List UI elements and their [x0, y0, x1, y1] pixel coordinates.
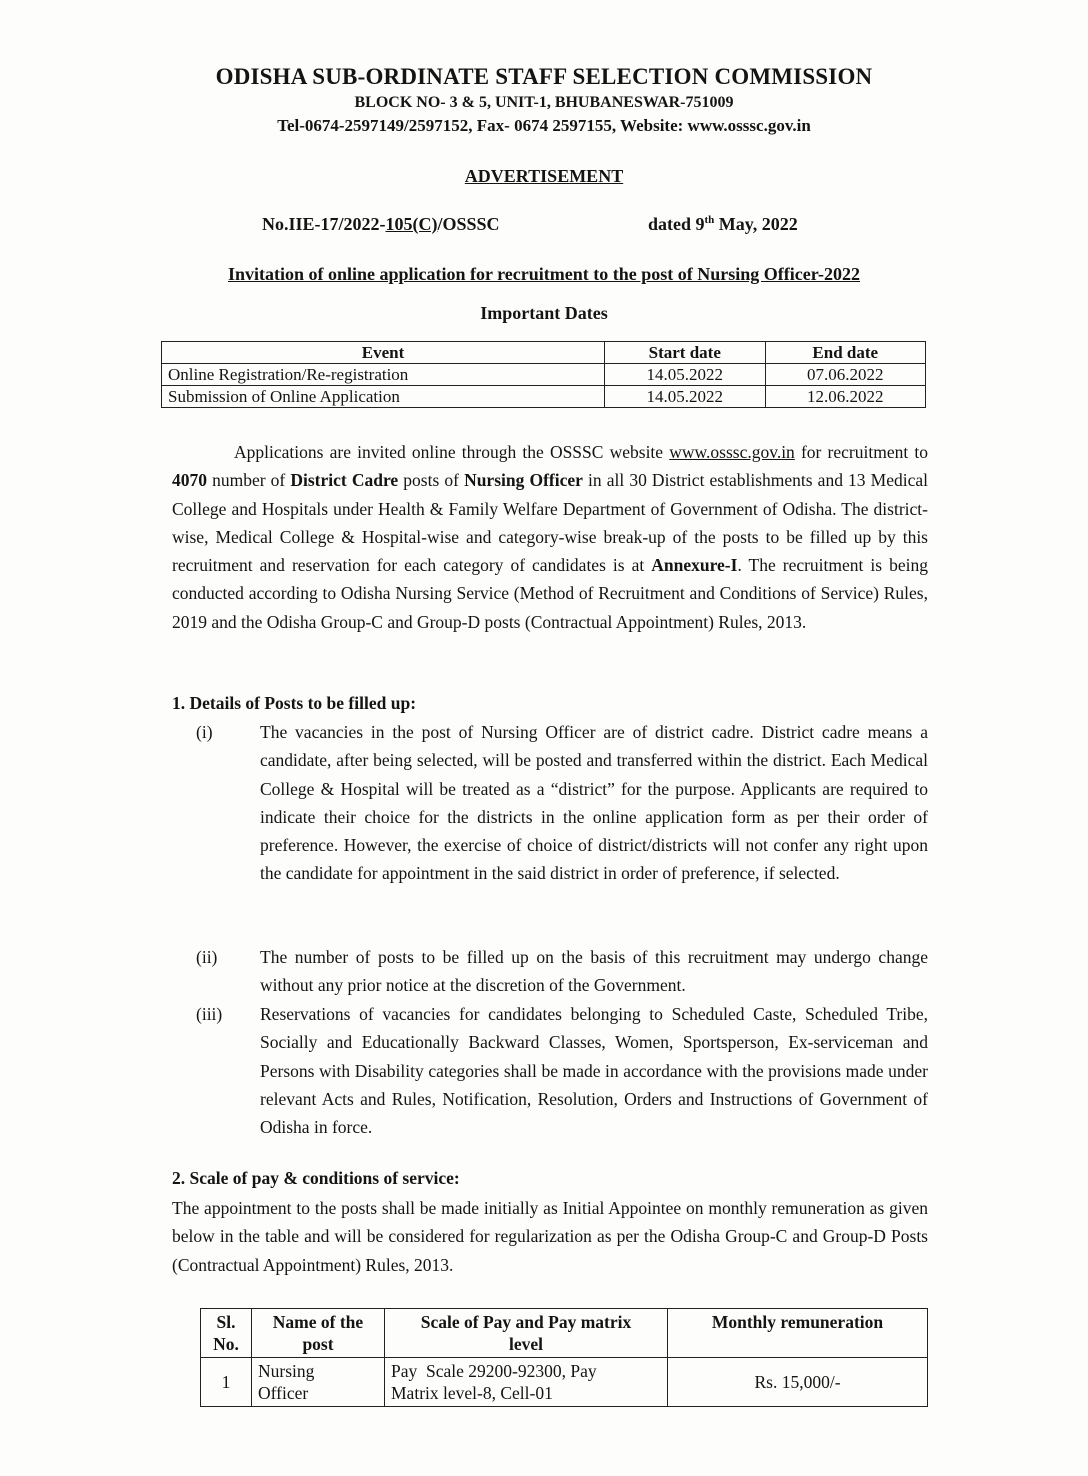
header-line: Sl.	[216, 1312, 236, 1332]
list-item-number: (ii)	[196, 947, 218, 967]
date-ordinal: th	[704, 214, 715, 226]
intro-text: in all 30 District establishments and 13 Medical College and Hospitals under Health & Family Welfare Department of Government of Odisha. The district-wise, Medical College & Hospital-wise and category-wise break-up of the posts to be filled up by this recruitment and reservation for each category of candidates is at	[172, 470, 928, 576]
post-count: 4070	[172, 470, 207, 491]
event-cell: Submission of Online Application	[162, 386, 605, 408]
intro-text: number of	[207, 470, 291, 491]
organization-name: ODISHA SUB-ORDINATE STAFF SELECTION COMMISSION	[215, 64, 873, 89]
scale-cell	[385, 1358, 668, 1407]
table-header-row	[201, 1309, 928, 1358]
column-header-post	[252, 1309, 385, 1358]
pay-scale-table	[200, 1308, 928, 1407]
header-line: No.	[213, 1334, 239, 1354]
reference-prefix: No.IIE-17/2022-	[262, 214, 386, 234]
intro-text: . The recruitment is being conducted according to Odisha Nursing Service (Method of Recruitment and Conditions of Service) Rules, 2019 and the Odisha Group-C and Group-D posts (Contractual Appointment) Rules, 2013.	[172, 555, 928, 632]
table-row	[201, 1358, 928, 1407]
list-item-text: The vacancies in the post of Nursing Officer are of district cadre. District cadre means a candidate, after being selected, will be posted and transferred within the district. Each Medical College & Hospital will be treated as a “district” for the purpose. Applicants are required to indicate their choice for the districts in the online application form as per their order of preference. However, the exercise of choice of district/districts will not confer any right upon the candidate for appointment in the said district in order of preference, if selected.	[260, 722, 928, 884]
section-1-heading: 1. Details of Posts to be filled up:	[172, 693, 417, 713]
table-row	[162, 386, 926, 408]
post-cell	[252, 1358, 385, 1407]
important-dates-table	[161, 341, 926, 408]
header-line: post	[302, 1334, 334, 1354]
table-row	[162, 364, 926, 386]
important-dates-heading: Important Dates	[480, 303, 608, 323]
monthly-cell: Rs. 15,000/-	[668, 1358, 928, 1407]
start-date-cell: 14.05.2022	[605, 364, 766, 386]
column-header-sl	[201, 1309, 252, 1358]
invitation-heading: Invitation of online application for recruitment to the post of Nursing Officer-2022	[227, 264, 861, 284]
organization-address: BLOCK NO- 3 & 5, UNIT-1, BHUBANESWAR-751009	[354, 94, 734, 111]
intro-paragraph	[172, 438, 928, 636]
list-item-text: Reservations of vacancies for candidates belonging to Scheduled Caste, Scheduled Tribe, Socially and Educationally Backward Classes, Women, Sportsperson, Ex-serviceman and Persons with Disability categories shall be made in accordance with the provisions made under relevant Acts and Rules, Notification, Resolution, Orders and Instructions of Government of Odisha in force.	[260, 1004, 928, 1138]
header-line: level	[508, 1334, 543, 1354]
date-prefix: dated 9	[648, 214, 705, 234]
column-header: End date	[765, 342, 926, 364]
column-header-monthly: Monthly remuneration	[668, 1309, 928, 1358]
intro-text: posts of	[398, 470, 465, 491]
intro-text: for recruitment to	[794, 442, 928, 462]
post-name: Nursing Officer	[464, 470, 583, 491]
column-header: Start date	[605, 342, 766, 364]
list-item-number: (i)	[196, 722, 213, 742]
annexure-reference: Annexure-I	[651, 555, 738, 576]
cadre-name: District Cadre	[290, 470, 399, 491]
reference-suffix: /OSSSC	[437, 214, 500, 234]
date-suffix: May, 2022	[714, 214, 798, 234]
cell-line: Officer	[258, 1383, 309, 1403]
document-title: ADVERTISEMENT	[464, 166, 624, 186]
list-item-text: The number of posts to be filled up on the basis of this recruitment may undergo change without any prior notice at the discretion of the Government.	[260, 947, 928, 996]
column-header: Event	[162, 342, 605, 364]
header-line: Name of the	[272, 1312, 364, 1332]
sl-cell: 1	[201, 1358, 252, 1407]
end-date-cell: 07.06.2022	[765, 364, 926, 386]
section-2-heading: 2. Scale of pay & conditions of service:	[172, 1168, 460, 1188]
end-date-cell: 12.06.2022	[765, 386, 926, 408]
event-cell: Online Registration/Re-registration	[162, 364, 605, 386]
cell-line: Pay Scale 29200-92300, Pay	[391, 1361, 597, 1381]
table-header-row	[162, 342, 926, 364]
header-line: Scale of Pay and Pay matrix	[420, 1312, 632, 1332]
website-link[interactable]: www.osssc.gov.in	[669, 442, 795, 462]
organization-contact: Tel-0674-2597149/2597152, Fax- 0674 2597155, Website: www.osssc.gov.in	[277, 116, 811, 135]
column-header-scale	[385, 1309, 668, 1358]
cell-line: Matrix level-8, Cell-01	[391, 1383, 553, 1403]
cell-line: Nursing	[258, 1361, 315, 1381]
intro-text: Applications are invited online through the OSSSC website	[234, 442, 670, 462]
start-date-cell: 14.05.2022	[605, 386, 766, 408]
reference-date	[648, 214, 798, 235]
section-2-paragraph: The appointment to the posts shall be made initially as Initial Appointee on monthly remuneration as given below in the table and will be considered for regularization as per the Odisha Group-C and Group-D Posts (Contractual Appointment) Rules, 2013.	[172, 1198, 928, 1275]
list-item-number: (iii)	[196, 1004, 223, 1024]
reference-number	[262, 214, 500, 235]
reference-code: 105(C)	[385, 214, 438, 234]
